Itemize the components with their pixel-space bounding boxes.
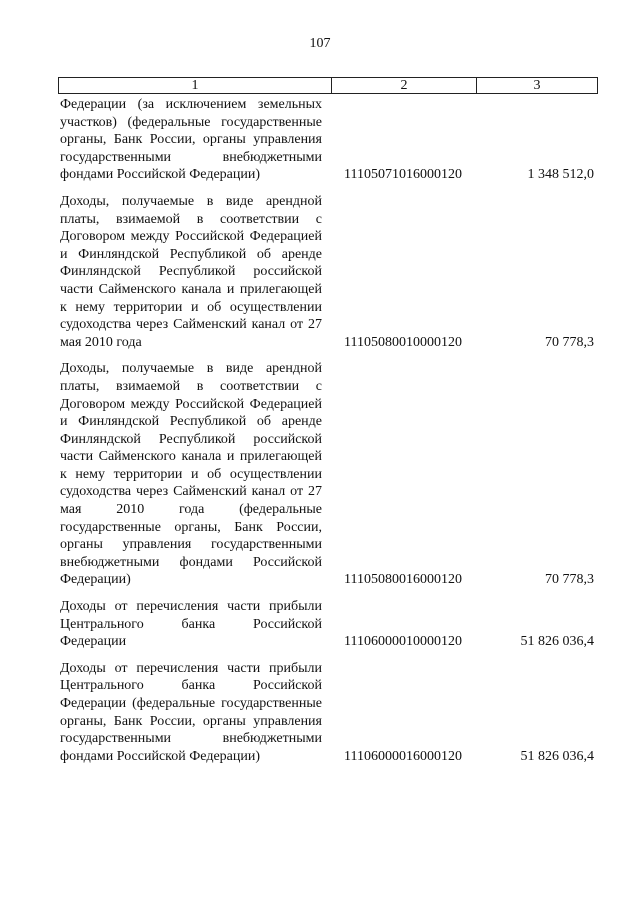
- row-amount: 51 826 036,4: [520, 634, 594, 650]
- row-amount: 51 826 036,4: [520, 748, 594, 764]
- column-header-2: 2: [332, 78, 477, 94]
- page-number: 107: [309, 36, 331, 51]
- row-description: Доходы от перечисления части прибыли Центрального банка Российской Федерации (федеральные государственные органы, Банк России, органы управления государственными внебюджетными фондами Российской Федерации): [60, 660, 322, 764]
- table-row: [58, 96, 596, 184]
- row-code: 11105080016000120: [344, 572, 462, 588]
- row-amount: 70 778,3: [545, 334, 594, 350]
- row-code: 11106000010000120: [344, 634, 462, 650]
- row-description: Доходы, получаемые в виде арендной платы, взимаемой в соответствии с Договором между Российской Федерацией и Финляндской Республикой об аренде Финляндской Республикой российской части Сайменского канала и прилегающей к нему территории и об осуществлении судоходства через Сайменский канал от 27 мая 2010 года: [60, 193, 322, 350]
- column-header-table: [58, 77, 598, 94]
- row-code: 11105071016000120: [344, 167, 462, 183]
- row-description: Доходы от перечисления части прибыли Центрального банка Российской Федерации: [60, 599, 322, 650]
- table-row: [58, 360, 596, 589]
- column-header-1: 1: [59, 78, 332, 94]
- row-amount: 70 778,3: [545, 572, 594, 588]
- table-row: [58, 193, 596, 351]
- row-code: 11106000016000120: [344, 748, 462, 764]
- row-code: 11105080010000120: [344, 334, 462, 350]
- row-description: Федерации (за исключением земельных участков) (федеральные государственные органы, Банк России, органы управления государственными внебюджетными фондами Российской Федерации): [60, 97, 322, 183]
- row-amount: 1 348 512,0: [527, 167, 594, 183]
- column-header-3: 3: [477, 78, 598, 94]
- table-row: [58, 660, 596, 766]
- column-header-row: [59, 78, 598, 94]
- revenue-table-body: [58, 96, 596, 774]
- table-row: [58, 598, 596, 651]
- row-description: Доходы, получаемые в виде арендной платы, взимаемой в соответствии с Договором между Российской Федерацией и Финляндской Республикой об аренде Финляндской Республикой российской части Сайменского канала и прилегающей к нему территории и об осуществлении судоходства через Сайменский канал от 27 мая 2010 года (федеральные государственные органы, Банк России, органы управления государственными внебюджетными фондами Российской Федерации): [60, 361, 322, 588]
